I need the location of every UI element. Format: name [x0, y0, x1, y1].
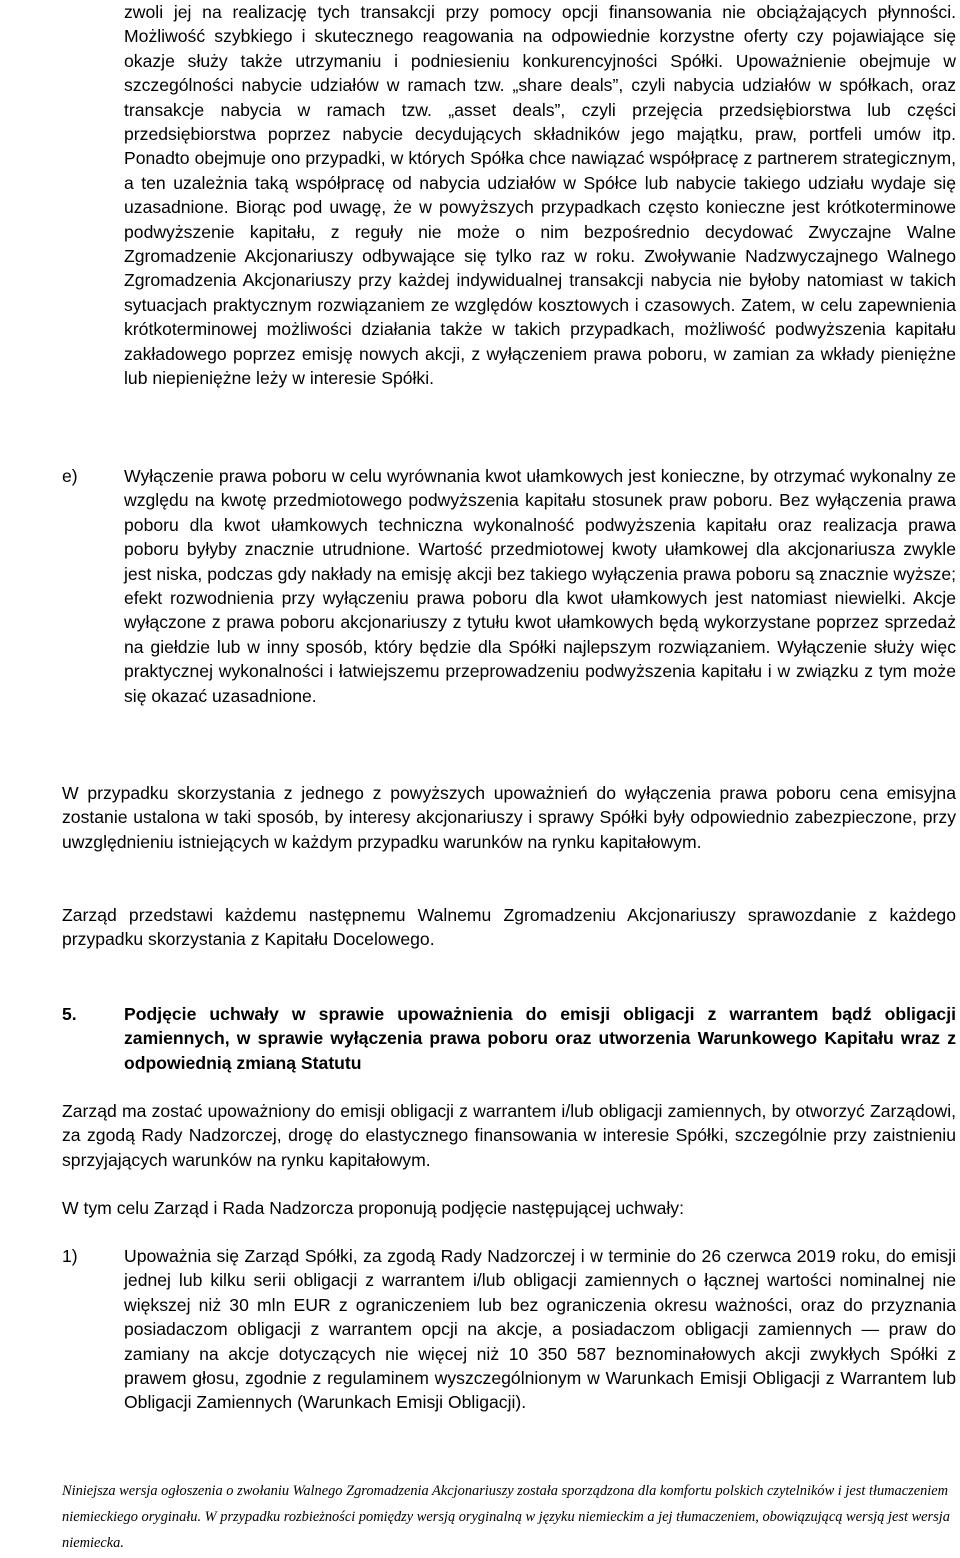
section-intro-paragraph: Zarząd ma zostać upoważniony do emisji obligacji z warrantem i/lub obligacji zamiennych, by otworzyć Zarządowi, za zgodą Rady Nadzorczej, drogę do elastycznego finansowania w interesie Spółki, szczególnie przy zaistnieniu sprzyjających warunków na rynku kapitałowym. — [62, 1101, 956, 1170]
item-e-label: e) — [62, 466, 78, 486]
footer-note: Niniejsza wersja ogłoszenia o zwołaniu Walnego Zgromadzenia Akcjonariuszy została sporządzona dla komfortu polskich czytelników i jest tłumaczeniem niemieckiego oryginału. W przypadku rozbieżności pomiędzy wersją oryginalną w języku niemieckim a jej tłumaczeniem, obowiązującą wersją jest wersja niemiecka. — [62, 1483, 950, 1551]
item-1-text: Upoważnia się Zarząd Spółki, za zgodą Rady Nadzorczej i w terminie do 26 czerwca 2019 roku, do emisji jednej lub kilku serii obligacji z warrantem i/lub obligacji zamiennych o łącznej wartości nominalnej nie większej niż 30 mln EUR z ograniczeniem lub bez ograniczenia okresu ważności, oraz do przyznania posiadaczom obligacji z warrantem opcji na akcje, a posiadaczom obligacji zamiennych — praw do zamiany na akcje dotyczących nie więcej niż 10 350 587 beznominałowych akcji zwykłych Spółki z prawem głosu, zgodnie z regulaminem wyszczególnionym w Warunkach Emisji Obligacji z Warrantem lub Obligacji Zamiennych (Warunkach Emisji Obligacji). — [124, 1246, 956, 1413]
proposal-paragraph: W tym celu Zarząd i Rada Nadzorcza proponują podjęcie następującej uchwały: — [62, 1198, 684, 1218]
section-title: Podjęcie uchwały w sprawie upoważnienia do emisji obligacji z warrantem bądź obligacji zamiennych, w sprawie wyłączenia prawa poboru oraz utworzenia Warunkowego Kapitału wraz z odpowiednią zmianą Statutu — [124, 1004, 956, 1073]
report-paragraph: Zarząd przedstawi każdemu następnemu Walnemu Zgromadzeniu Akcjonariuszy sprawozdanie z każdego przypadku skorzystania z Kapitału Docelowego. — [62, 905, 956, 950]
item-1-label: 1) — [62, 1246, 78, 1266]
item-e-text: Wyłączenie prawa poboru w celu wyrównania kwot ułamkowych jest konieczne, by otrzymać wykonalny ze względu na kwotę przedmiotowego podwyższenia kapitału stosunek praw poboru. Bez wyłączenia prawa poboru dla kwot ułamkowych techniczna wykonalność podwyższenia kapitału oraz realizacja prawa poboru byłyby znacznie utrudnione. Wartość przedmiotowej kwoty ułamkowej dla akcjonariusza zwykle jest niska, podczas gdy nakłady na emisję akcji bez takiego wyłączenia prawa poboru są znacznie wyższe; efekt rozwodnienia przy wyłączeniu prawa poboru dla kwot ułamkowych jest natomiast niewielki. Akcje wyłączone z prawa poboru akcjonariuszy z tytułu kwot ułamkowych będą wykorzystane poprzez sprzedaż na giełdzie lub w inny sposób, który będzie dla Spółki najlepszym rozwiązaniem. Wyłączenie służy więc praktycznej wykonalności i łatwiejszemu przeprowadzeniu podwyższenia kapitału i w związku z tym może się okazać uzasadnione. — [124, 466, 956, 706]
issue-price-paragraph: W przypadku skorzystania z jednego z powyższych upoważnień do wyłączenia prawa poboru cena emisyjna zostanie ustalona w taki sposób, by interesy akcjonariuszy i sprawy Spółki były odpowiednio zabezpieczone, przy uwzględnieniu istniejących w każdym przypadku warunków na rynku kapitałowym. — [62, 783, 956, 852]
section-number: 5. — [62, 1004, 77, 1024]
continuation-paragraph: zwoli jej na realizację tych transakcji przy pomocy opcji finansowania nie obciążających płynności. Możliwość szybkiego i skutecznego reagowania na odpowiednie korzystne oferty czy pojawiające się okazje służy także utrzymaniu i podniesieniu konkurencyjności Spółki. Upoważnienie obejmuje w szczególności nabycie udziałów w ramach tzw. „share deals”, czyli nabycia udziałów w spółkach, oraz transakcje nabycia w ramach tzw. „asset deals”, czyli przejęcia przedsiębiorstwa lub części przedsiębiorstwa poprzez nabycie decydujących składników jego majątku, praw, portfeli umów itp. Ponadto obejmuje ono przypadki, w których Spółka chce nawiązać współpracę z partnerem strategicznym, a ten uzależnia taką współpracę od nabycia udziałów w Spółce lub nabycie takiego udziału wydaje się uzasadnione. Biorąc pod uwagę, że w powyższych przypadkach często konieczne jest krótkoterminowe podwyższenie kapitału, z reguły nie może o nim bezpośrednio decydować Zwyczajne Walne Zgromadzenie Akcjonariuszy odbywające się tylko raz w roku. Zwoływanie Nadzwyczajnego Walnego Zgromadzenia Akcjonariuszy przy każdej indywidualnej transakcji nabycia nie byłoby natomiast w takich sytuacjach praktycznym rozwiązaniem ze względów kosztowych i czasowych. Zatem, w celu zapewnienia krótkoterminowej możliwości działania także w takich przypadkach, możliwość podwyższenia kapitału zakładowego poprzez emisję nowych akcji, z wyłączeniem prawa poboru, w zamian za wkłady pieniężne lub niepieniężne leży w interesie Spółki. — [124, 2, 956, 389]
